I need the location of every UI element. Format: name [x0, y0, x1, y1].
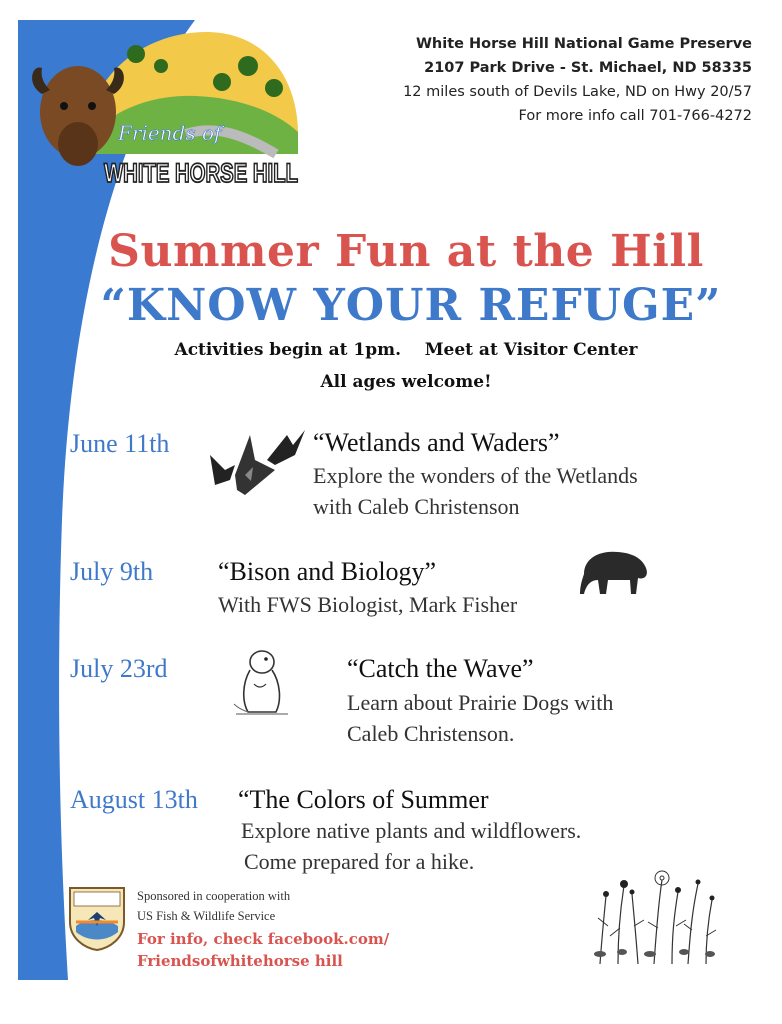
- event-date: June 11th: [70, 429, 170, 458]
- friends-logo: [26, 24, 300, 194]
- geese-icon: [205, 425, 310, 500]
- sponsor-text: [137, 886, 290, 926]
- event-host: with Caleb Christenson: [313, 494, 520, 519]
- wildflowers-icon: [588, 866, 720, 966]
- facebook-info: [137, 928, 389, 972]
- preserve-phone: For more info call 701-766-4272: [518, 108, 752, 124]
- preserve-name: White Horse Hill National Game Preserve: [415, 36, 752, 52]
- event-title: “Wetlands and Waders”: [313, 428, 560, 457]
- svg-text:WHITE HORSE HILL: WHITE HORSE HILL: [104, 158, 298, 188]
- event-title: “The Colors of Summer: [238, 785, 489, 814]
- facebook-info-line1: For info, check facebook.com/: [137, 930, 390, 948]
- event-date: August 13th: [70, 785, 198, 814]
- event-host: Caleb Christenson.: [347, 721, 515, 746]
- preserve-address: 2107 Park Drive - St. Michael, ND 58335: [424, 60, 752, 76]
- facebook-info-line2: Friendsofwhitehorse hill: [137, 952, 343, 970]
- event-date: July 23rd: [70, 654, 168, 683]
- contact-block: [403, 32, 752, 128]
- event-description: Learn about Prairie Dogs with: [347, 690, 614, 715]
- event-description: Explore the wonders of the Wetlands: [313, 463, 638, 488]
- sponsor-org: US Fish & Wildlife Service: [137, 909, 276, 923]
- bison-icon: [578, 546, 650, 598]
- svg-text:Friends of: Friends of: [118, 121, 222, 145]
- sponsor-line: Sponsored in cooperation with: [137, 889, 291, 903]
- event-title: “Catch the Wave”: [347, 654, 534, 683]
- start-time-text: Activities begin at 1pm. Meet at Visitor Center: [174, 340, 638, 360]
- page-title: Summer Fun at the Hill: [108, 226, 704, 277]
- event-description: Explore native plants and wildflowers.: [241, 818, 582, 843]
- prairie-dog-icon: [228, 644, 294, 720]
- event-date: July 9th: [70, 557, 154, 586]
- ages-text: All ages welcome!: [320, 372, 492, 392]
- event-note: Come prepared for a hike.: [244, 849, 475, 874]
- event-description: With FWS Biologist, Mark Fisher: [218, 592, 518, 617]
- preserve-directions: 12 miles south of Devils Lake, ND on Hwy 20/57: [403, 84, 752, 100]
- fws-badge-icon: [66, 882, 128, 952]
- event-title: “Bison and Biology”: [218, 557, 437, 586]
- page-subtitle: “KNOW YOUR REFUGE”: [100, 280, 722, 331]
